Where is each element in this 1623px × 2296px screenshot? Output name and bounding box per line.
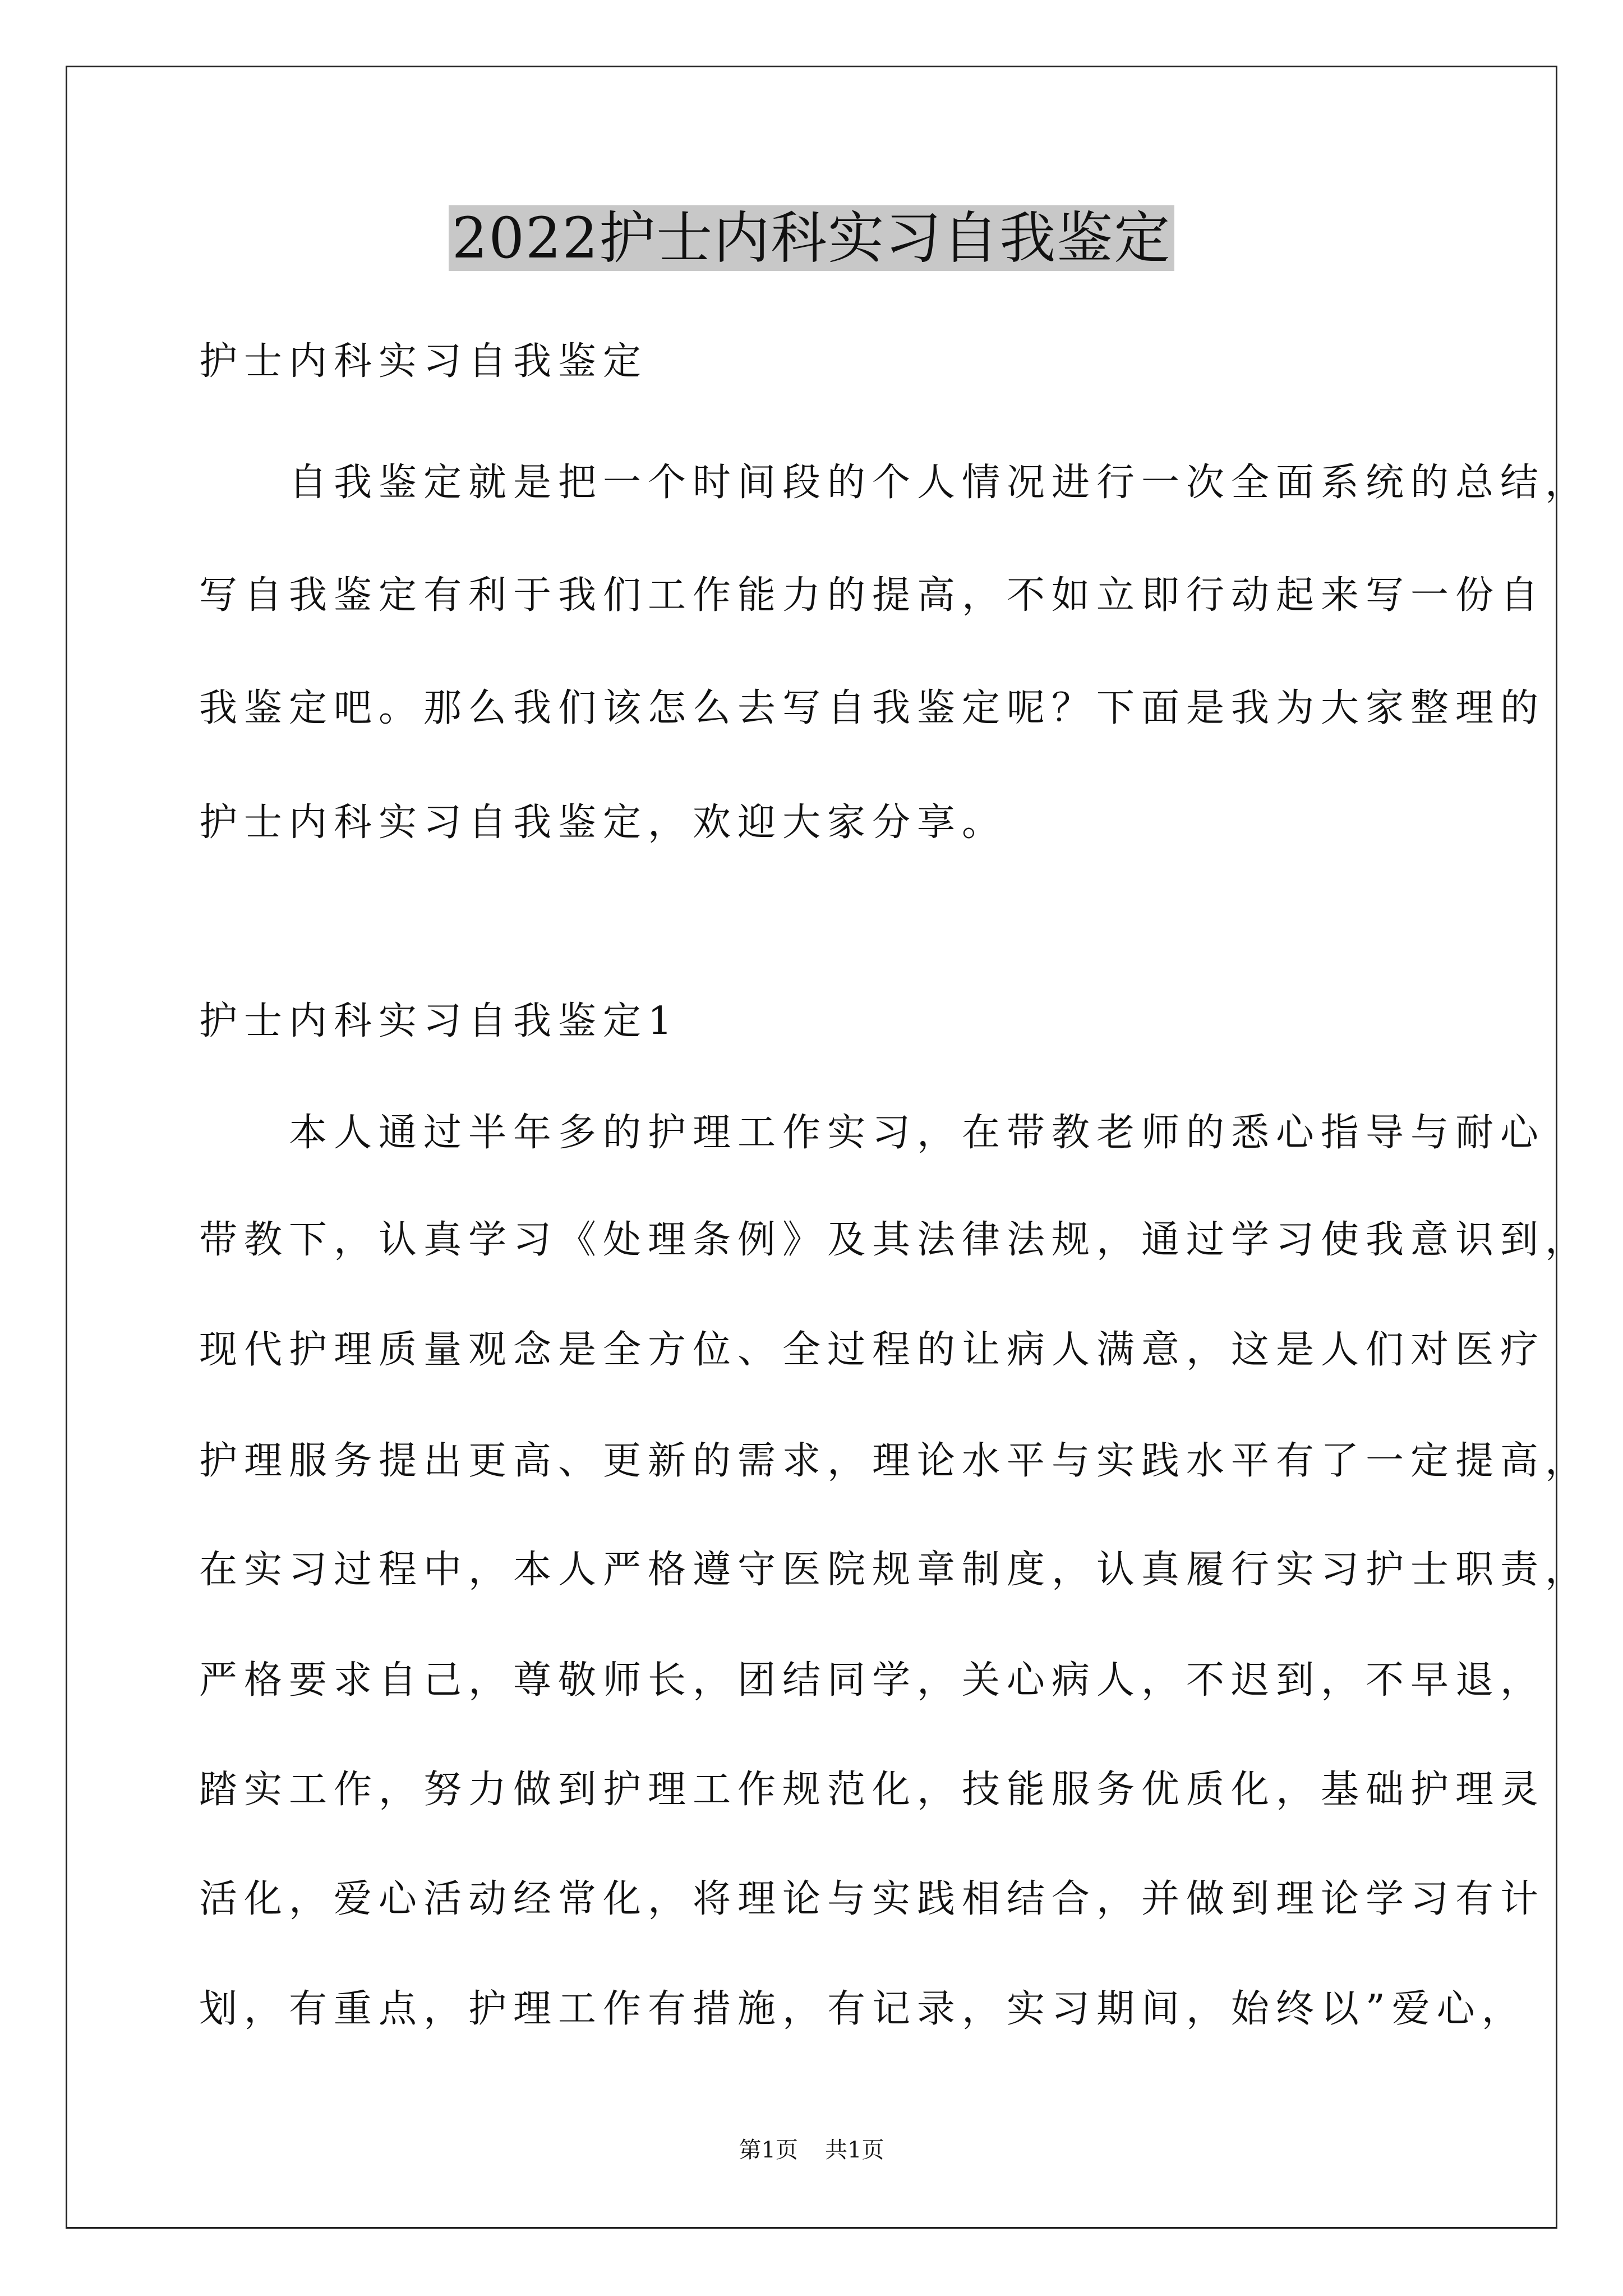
intro-line-2: 写自我鉴定有利于我们工作能力的提高，不如立即行动起来写一份自 — [199, 573, 1546, 618]
document-title-text: 2022护士内科实习自我鉴定 — [449, 205, 1175, 271]
section-1-line-3: 现代护理质量观念是全方位、全过程的让病人满意，这是人们对医疗 — [199, 1328, 1546, 1372]
section-1-line-5: 在实习过程中，本人严格遵守医院规章制度，认真履行实习护士职责， — [199, 1548, 1590, 1592]
section-1-line-9: 划，有重点，护理工作有措施，有记录，实习期间，始终以”爱心， — [199, 1987, 1527, 2031]
section-1-heading: 护士内科实习自我鉴定1 — [199, 999, 679, 1043]
page-number-total: 共1页 — [825, 2137, 884, 2163]
section-1-line-2: 带教下，认真学习《处理条例》及其法律法规，通过学习使我意识到， — [199, 1218, 1590, 1262]
section-1-line-8: 活化，爱心活动经常化，将理论与实践相结合，并做到理论学习有计 — [199, 1877, 1546, 1921]
section-1-line-7: 踏实工作，努力做到护理工作规范化，技能服务优质化，基础护理灵 — [199, 1768, 1546, 1812]
intro-line-4: 护士内科实习自我鉴定，欢迎大家分享。 — [199, 800, 1007, 845]
page-footer — [0, 2134, 1623, 2166]
page-number-current: 第1页 — [739, 2137, 798, 2163]
intro-line-3: 我鉴定吧。那么我们该怎么去写自我鉴定呢？下面是我为大家整理的 — [199, 686, 1546, 730]
section-1-line-6: 严格要求自己，尊敬师长，团结同学，关心病人，不迟到，不早退， — [199, 1658, 1546, 1703]
document-title — [0, 202, 1623, 275]
subtitle: 护士内科实习自我鉴定 — [199, 339, 648, 384]
section-1-line-4: 护理服务提出更高、更新的需求，理论水平与实践水平有了一定提高， — [199, 1439, 1590, 1483]
section-1-line-1: 本人通过半年多的护理工作实习，在带教老师的悉心指导与耐心 — [199, 1111, 1546, 1155]
intro-line-1: 自我鉴定就是把一个时间段的个人情况进行一次全面系统的总结， — [199, 461, 1590, 505]
